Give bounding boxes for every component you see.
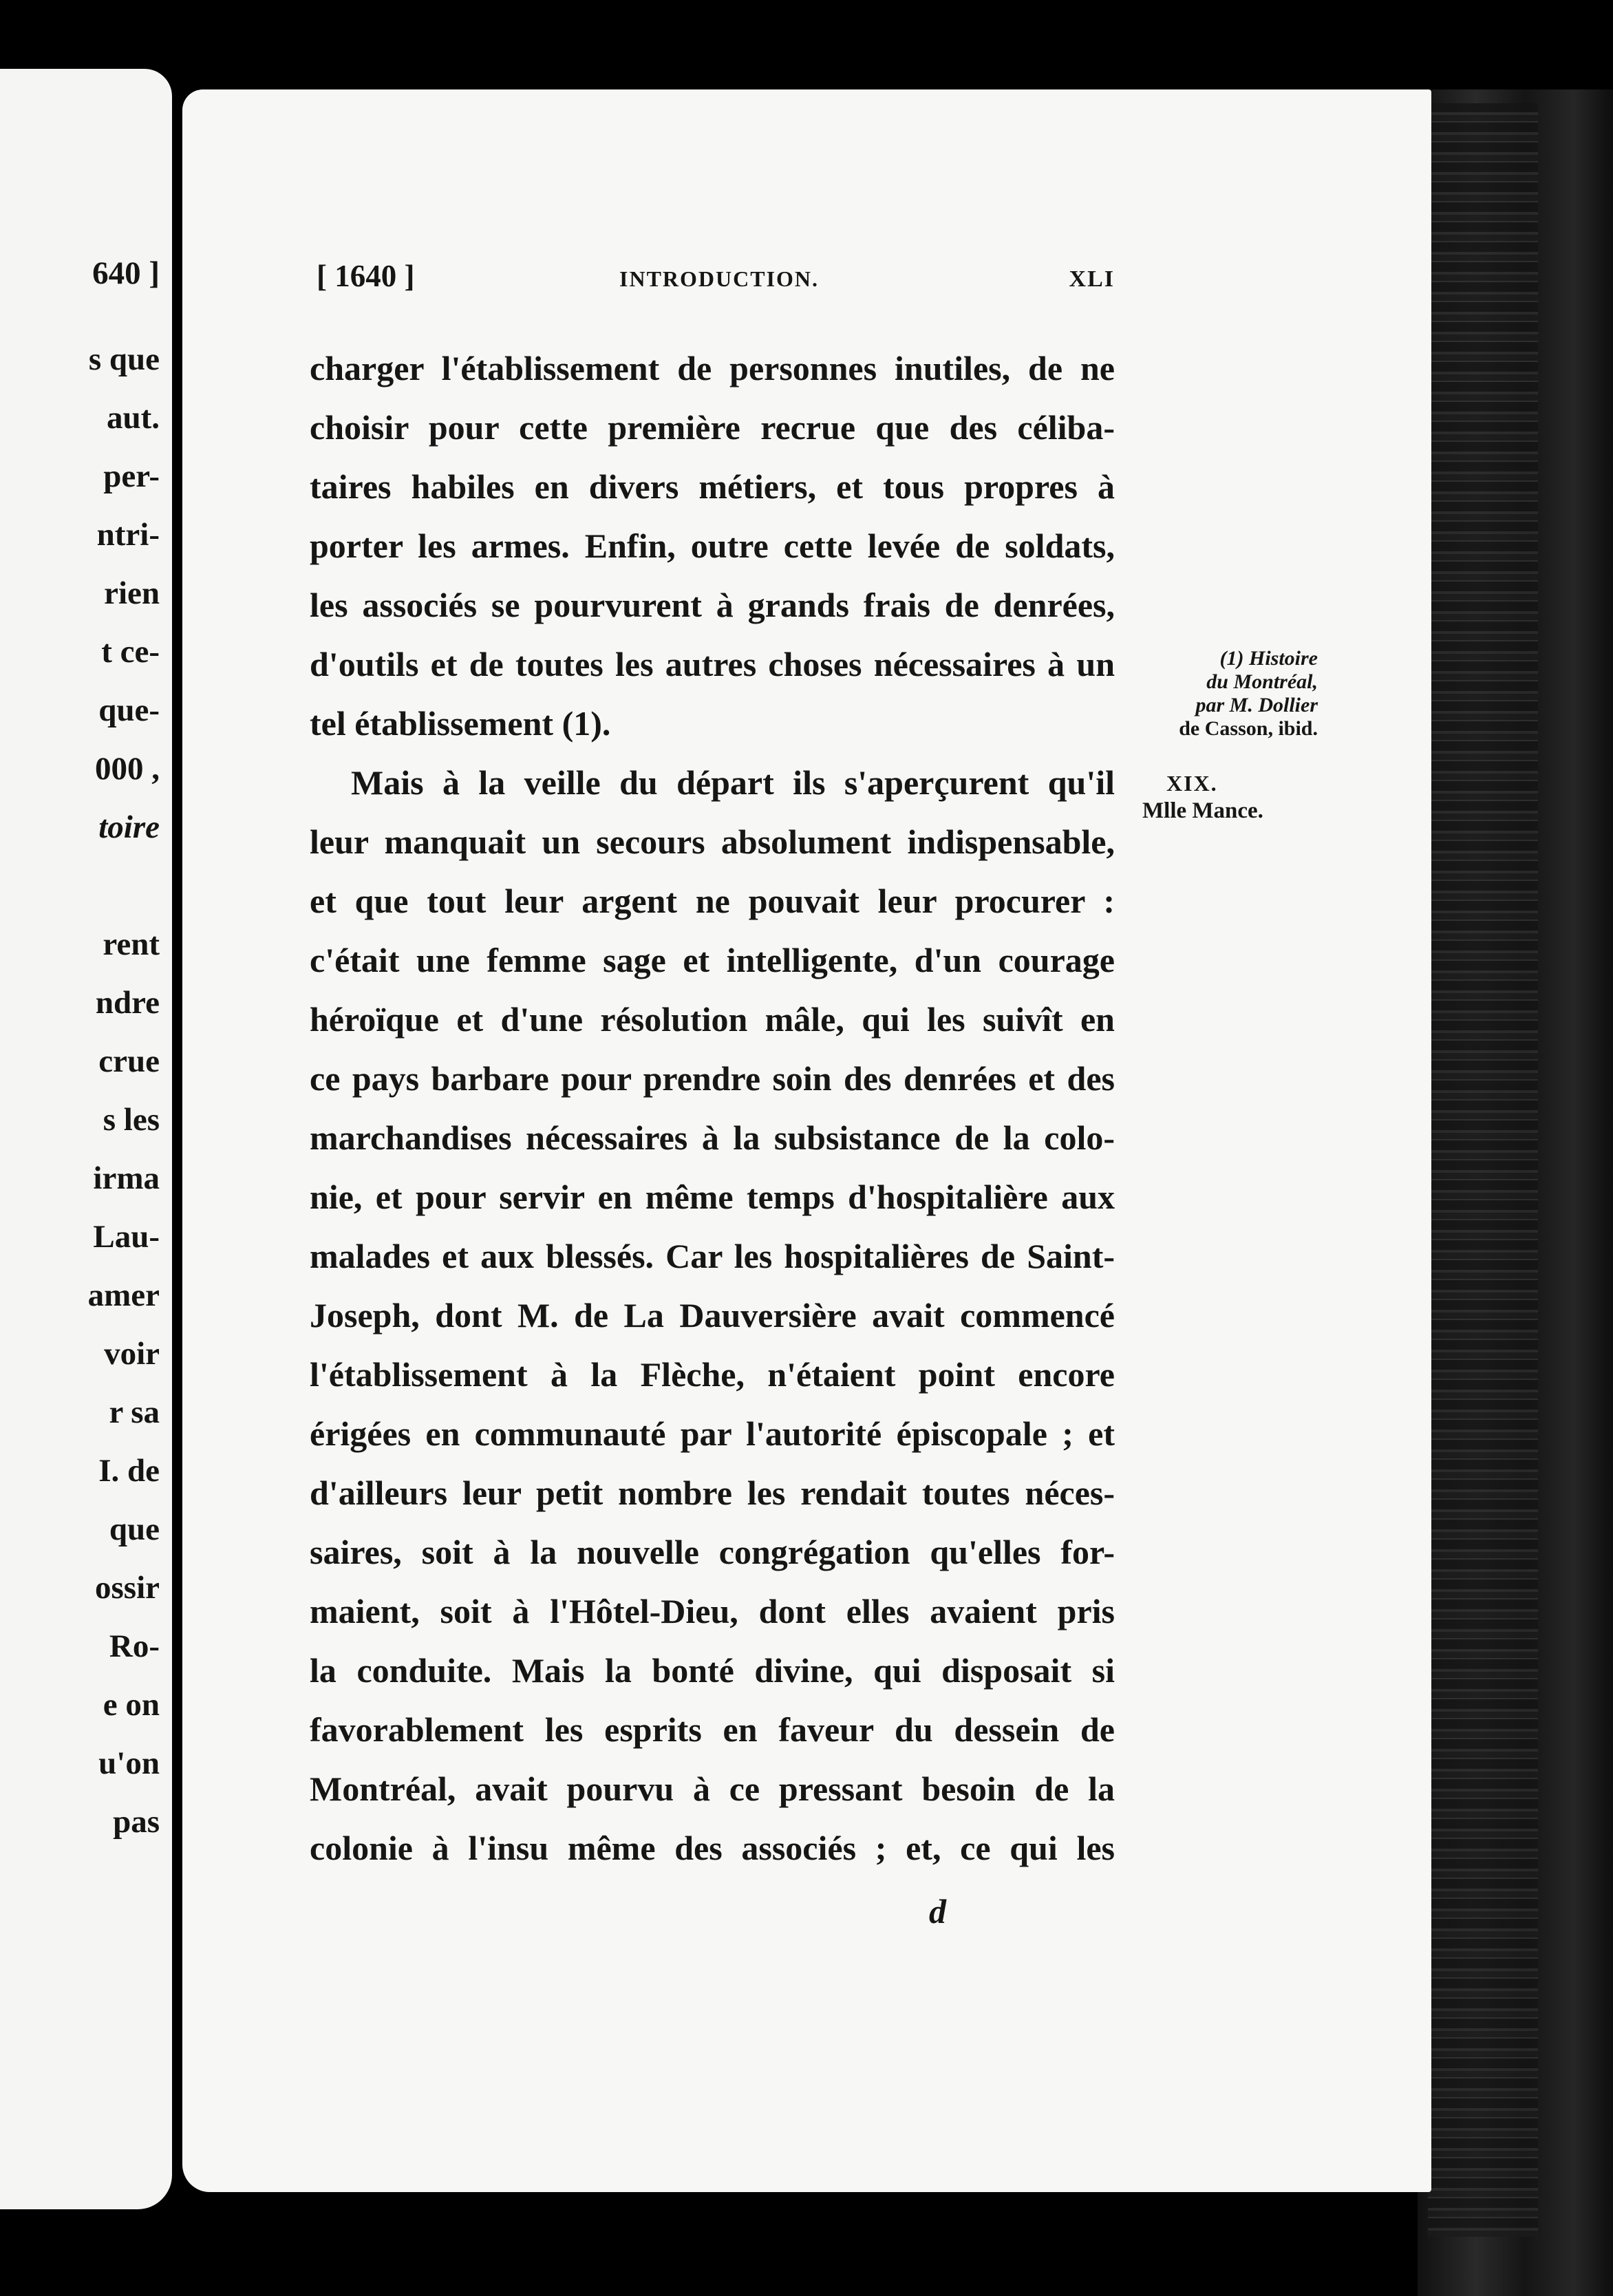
body-line: Montréal, avait pourvu à ce pressant besoin de la bbox=[310, 1769, 1115, 1808]
body-line: colonie à l'insu même des associés ; et, ce qui les bbox=[310, 1829, 1115, 1867]
left-page-line: toire bbox=[98, 809, 160, 845]
left-page-line: irma bbox=[93, 1160, 160, 1196]
body-line: d'ailleurs leur petit nombre les rendait toutes néces- bbox=[310, 1474, 1115, 1512]
left-page-line: amer bbox=[87, 1277, 160, 1313]
left-page-line: Ro- bbox=[109, 1628, 160, 1664]
header-title: INTRODUCTION. bbox=[619, 266, 820, 291]
left-page-line: pas bbox=[113, 1804, 160, 1840]
left-page-line: aut. bbox=[106, 400, 160, 436]
left-page-line: voir bbox=[104, 1336, 160, 1372]
body-line: ce pays barbare pour prendre soin des denrées et des bbox=[310, 1059, 1115, 1098]
left-page-line: rien bbox=[104, 575, 160, 611]
left-page-line: ntri- bbox=[96, 517, 160, 553]
body-line: malades et aux blessés. Car les hospitalières de Saint- bbox=[310, 1237, 1115, 1275]
left-page-line: ndre bbox=[95, 985, 160, 1021]
body-line: Joseph, dont M. de La Dauversière avait commencé bbox=[310, 1296, 1115, 1335]
left-page bbox=[0, 69, 172, 2209]
book-spine-texture bbox=[1428, 103, 1538, 2237]
body-line: héroïque et d'une résolution mâle, qui les suivît en bbox=[310, 1000, 1115, 1039]
left-page-line: 640 ] bbox=[92, 255, 160, 291]
body-line: les associés se pourvurent à grands frais de denrées, bbox=[310, 586, 1115, 624]
body-line: saires, soit à la nouvelle congrégation qu'elles for- bbox=[310, 1533, 1115, 1571]
header-year: [ 1640 ] bbox=[317, 259, 415, 293]
header-page-number: XLI bbox=[1069, 266, 1115, 292]
body-line: favorablement les esprits en faveur du dessein de bbox=[310, 1710, 1115, 1749]
footnote-line: (1) Histoire bbox=[1219, 647, 1318, 670]
section-name: Mlle Mance. bbox=[1142, 798, 1263, 823]
section-number: XIX. bbox=[1166, 771, 1218, 796]
footnote-margin bbox=[1118, 647, 1318, 741]
body-line: marchandises nécessaires à la subsistance de la colo- bbox=[310, 1118, 1115, 1157]
left-page-line: que- bbox=[98, 692, 160, 728]
body-line: leur manquait un secours absolument indispensable, bbox=[310, 822, 1115, 861]
footnote-line: par M. Dollier bbox=[1195, 694, 1318, 716]
left-page-line: per- bbox=[103, 458, 160, 494]
body-line: nie, et pour servir en même temps d'hospitalière aux bbox=[310, 1178, 1115, 1216]
left-page-line: crue bbox=[98, 1043, 160, 1079]
body-line: porter les armes. Enfin, outre cette levée de soldats, bbox=[310, 527, 1115, 565]
body-line: la conduite. Mais la bonté divine, qui disposait si bbox=[310, 1651, 1115, 1690]
body-line: c'était une femme sage et intelligente, d'un courage bbox=[310, 941, 1115, 979]
left-page-line: s que bbox=[88, 341, 160, 377]
left-page-line: t ce- bbox=[101, 634, 160, 670]
body-line: maient, soit à l'Hôtel-Dieu, dont elles avaient pris bbox=[310, 1592, 1115, 1630]
body-line: d'outils et de toutes les autres choses nécessaires à un bbox=[310, 645, 1115, 683]
left-page-line: rent bbox=[103, 926, 160, 962]
left-page-line: I. de bbox=[98, 1453, 160, 1489]
body-line: Mais à la veille du départ ils s'aperçurent qu'il bbox=[351, 763, 1115, 802]
body-line: taires habiles en divers métiers, et tous propres à bbox=[310, 467, 1115, 506]
body-line: tel établissement (1). bbox=[310, 704, 611, 743]
left-page-line: s les bbox=[103, 1102, 160, 1138]
left-page-line: r sa bbox=[109, 1394, 160, 1430]
left-page-line: Lau- bbox=[93, 1219, 160, 1255]
left-page-line: e on bbox=[103, 1687, 160, 1723]
footnote-line: de Casson, ibid. bbox=[1179, 717, 1318, 740]
body-line: érigées en communauté par l'autorité épiscopale ; et bbox=[310, 1414, 1115, 1453]
left-page-line: ossir bbox=[95, 1570, 160, 1606]
left-page-line: u'on bbox=[98, 1745, 160, 1781]
left-page-line: que bbox=[109, 1511, 160, 1547]
signature-mark: d bbox=[929, 1892, 946, 1931]
footnote-line: du Montréal, bbox=[1206, 670, 1318, 693]
body-line: l'établissement à la Flèche, n'étaient point encore bbox=[310, 1355, 1115, 1394]
body-line: charger l'établissement de personnes inutiles, de ne bbox=[310, 349, 1115, 387]
left-page-line: 000 , bbox=[95, 751, 160, 787]
running-header bbox=[317, 258, 1115, 306]
body-line: et que tout leur argent ne pouvait leur procurer : bbox=[310, 882, 1115, 920]
body-line: choisir pour cette première recrue que des céliba- bbox=[310, 408, 1115, 447]
